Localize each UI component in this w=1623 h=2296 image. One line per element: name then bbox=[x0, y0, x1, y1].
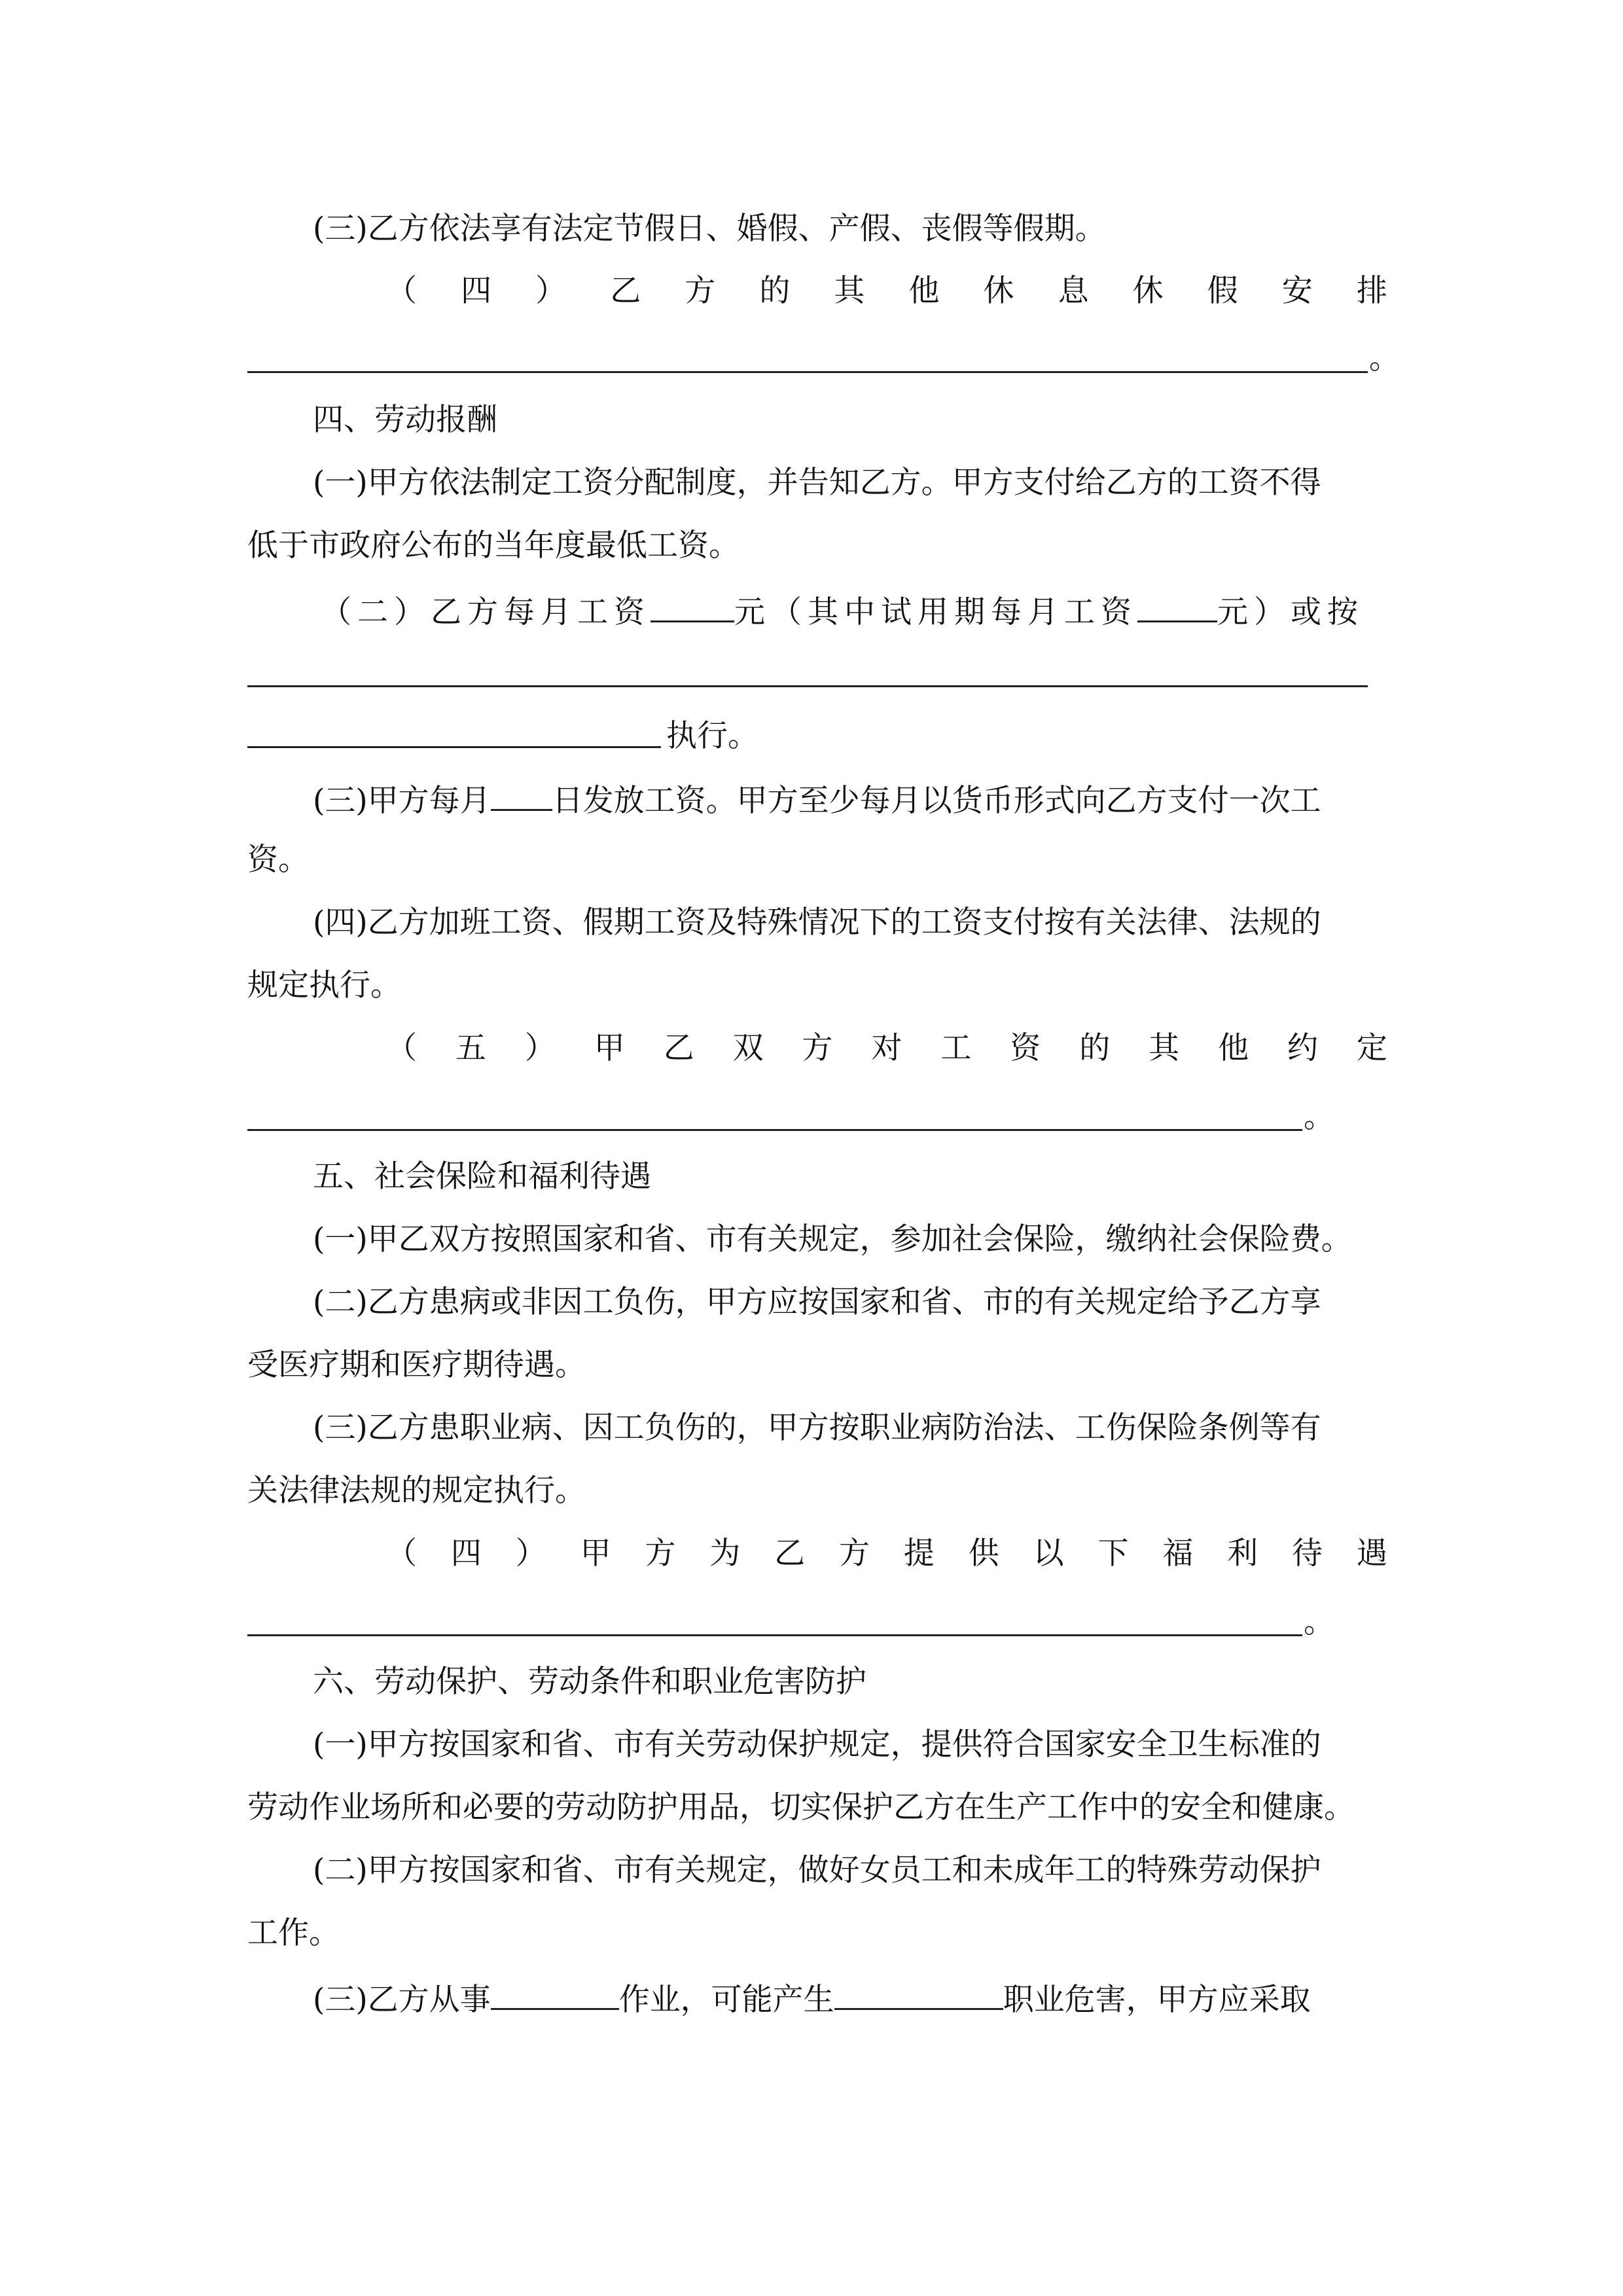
spaced-char: 的 bbox=[1079, 1030, 1111, 1066]
probation-wage-blank[interactable] bbox=[1137, 589, 1217, 622]
spaced-char: 息 bbox=[1058, 273, 1089, 309]
clause-4-4-line2: 规定执行。 bbox=[247, 967, 401, 1003]
spaced-char: 他 bbox=[1218, 1030, 1249, 1066]
spaced-char: 排 bbox=[1356, 273, 1387, 309]
fill-line-rest bbox=[247, 371, 1368, 373]
spaced-char: 对 bbox=[871, 1030, 902, 1066]
clause-6-2-line2: 工作。 bbox=[247, 1915, 340, 1951]
spaced-char: 乙 bbox=[774, 1535, 806, 1571]
spaced-char: 的 bbox=[759, 273, 791, 309]
clause-5-2-line2: 受医疗期和医疗期待遇。 bbox=[247, 1347, 586, 1383]
hazard-label-a: (三)乙方从事 bbox=[313, 1982, 491, 2018]
spaced-char: 方 bbox=[685, 273, 716, 309]
spaced-char: 乙 bbox=[610, 273, 641, 309]
spaced-char: ） bbox=[535, 273, 567, 309]
spaced-char: 提 bbox=[903, 1535, 935, 1571]
spaced-char: 以 bbox=[1033, 1535, 1064, 1571]
period-mark: 。 bbox=[1369, 340, 1400, 376]
fill-line-wage-other bbox=[247, 1129, 1302, 1131]
clause-6-2-line1: (二)甲方按国家和省、市有关规定，做好女员工和未成年工的特殊劳动保护 bbox=[313, 1852, 1321, 1888]
spaced-char: 遇 bbox=[1356, 1535, 1387, 1571]
spaced-char: 定 bbox=[1356, 1030, 1387, 1066]
spaced-char: 乙 bbox=[663, 1030, 694, 1066]
hazard-label-c: 职业危害，甲方应采取 bbox=[1003, 1982, 1311, 2018]
execute-text: 执行。 bbox=[666, 718, 758, 754]
clause-5-1: (一)甲乙双方按照国家和省、市有关规定，参加社会保险，缴纳社会保险费。 bbox=[313, 1221, 1352, 1257]
section-4-heading: 四、劳动报酬 bbox=[313, 402, 497, 438]
wage-label-c: 元）或按 bbox=[1217, 594, 1364, 630]
work-type-blank[interactable] bbox=[491, 1977, 619, 2010]
clause-4-5-other-wage bbox=[386, 1029, 1387, 1068]
fill-line-benefits bbox=[247, 1634, 1302, 1636]
spaced-char: 休 bbox=[983, 273, 1014, 309]
spaced-char: ） bbox=[515, 1535, 546, 1571]
clause-4-2-wage bbox=[321, 589, 1364, 628]
spaced-char: 资 bbox=[1010, 1030, 1041, 1066]
spaced-char: 方 bbox=[839, 1535, 870, 1571]
clause-5-3-line1: (三)乙方患职业病、因工负伤的，甲方按职业病防治法、工伤保险条例等有 bbox=[313, 1410, 1321, 1446]
clause-5-3-line2: 关法律法规的规定执行。 bbox=[247, 1473, 586, 1509]
clause-5-4-benefits bbox=[386, 1534, 1387, 1573]
spaced-char: ） bbox=[524, 1030, 556, 1066]
period-mark: 。 bbox=[1304, 1604, 1334, 1640]
clause-6-1-line2: 劳动作业场所和必要的劳动防护用品，切实保护乙方在生产工作中的安全和健康。 bbox=[247, 1789, 1355, 1825]
payday-label-a: (三)甲方每月 bbox=[313, 783, 491, 819]
spaced-char: 双 bbox=[732, 1030, 764, 1066]
fill-line-wage-1 bbox=[247, 685, 1368, 687]
section-6-heading: 六、劳动保护、劳动条件和职业危害防护 bbox=[313, 1664, 866, 1700]
clause-3-4-other-rest bbox=[386, 272, 1387, 311]
fill-line-wage-2 bbox=[247, 746, 661, 748]
spaced-char: 休 bbox=[1132, 273, 1164, 309]
spaced-char: 利 bbox=[1227, 1535, 1258, 1571]
clause-3-3-leave: (三)乙方依法享有法定节假日、婚假、产假、丧假等假期。 bbox=[313, 211, 1106, 247]
spaced-char: 待 bbox=[1292, 1535, 1323, 1571]
monthly-wage-blank[interactable] bbox=[651, 589, 734, 622]
spaced-char: 四 bbox=[461, 273, 492, 309]
spaced-char: （ bbox=[386, 1030, 417, 1066]
period-mark: 。 bbox=[1304, 1099, 1334, 1135]
spaced-char: 甲 bbox=[594, 1030, 625, 1066]
spaced-char: 甲 bbox=[580, 1535, 611, 1571]
section-5-heading: 五、社会保险和福利待遇 bbox=[313, 1158, 651, 1194]
spaced-char: 五 bbox=[455, 1030, 486, 1066]
spaced-char: 四 bbox=[450, 1535, 482, 1571]
clause-6-1-line1: (一)甲方按国家和省、市有关劳动保护规定，提供符合国家安全卫生标准的 bbox=[313, 1727, 1321, 1763]
spaced-char: 为 bbox=[709, 1535, 741, 1571]
spaced-char: 其 bbox=[834, 273, 865, 309]
spaced-char: 其 bbox=[1149, 1030, 1180, 1066]
spaced-char: 约 bbox=[1287, 1030, 1318, 1066]
spaced-char: （ bbox=[386, 1535, 417, 1571]
spaced-char: 福 bbox=[1162, 1535, 1194, 1571]
clause-4-4-line1: (四)乙方加班工资、假期工资及特殊情况下的工资支付按有关法律、法规的 bbox=[313, 905, 1321, 941]
spaced-char: 方 bbox=[645, 1535, 676, 1571]
spaced-char: 假 bbox=[1207, 273, 1238, 309]
hazard-type-blank[interactable] bbox=[834, 1977, 1003, 2010]
clause-6-3-line1 bbox=[313, 1977, 1311, 2016]
spaced-char: 他 bbox=[908, 273, 940, 309]
clause-4-3-line2: 资。 bbox=[247, 842, 309, 878]
spaced-char: 供 bbox=[968, 1535, 999, 1571]
clause-4-1-line2: 低于市政府公布的当年度最低工资。 bbox=[247, 528, 740, 564]
payday-label-b: 日发放工资。甲方至少每月以货币形式向乙方支付一次工 bbox=[552, 783, 1321, 819]
clause-4-3-payday bbox=[313, 778, 1321, 817]
spaced-char: 安 bbox=[1281, 273, 1313, 309]
spaced-char: 方 bbox=[802, 1030, 833, 1066]
hazard-label-b: 作业，可能产生 bbox=[618, 1982, 834, 2018]
spaced-char: 工 bbox=[940, 1030, 972, 1066]
spaced-char: 下 bbox=[1097, 1535, 1129, 1571]
clause-4-1-line1: (一)甲方依法制定工资分配制度，并告知乙方。甲方支付给乙方的工资不得 bbox=[313, 465, 1321, 501]
wage-label-a: （二）乙方每月工资 bbox=[321, 594, 651, 630]
spaced-char: （ bbox=[386, 273, 417, 309]
wage-label-b: 元（其中试用期每月工资 bbox=[734, 594, 1137, 630]
payday-blank[interactable] bbox=[491, 778, 552, 811]
clause-5-2-line1: (二)乙方患病或非因工负伤，甲方应按国家和省、市的有关规定给予乙方享 bbox=[313, 1284, 1321, 1320]
